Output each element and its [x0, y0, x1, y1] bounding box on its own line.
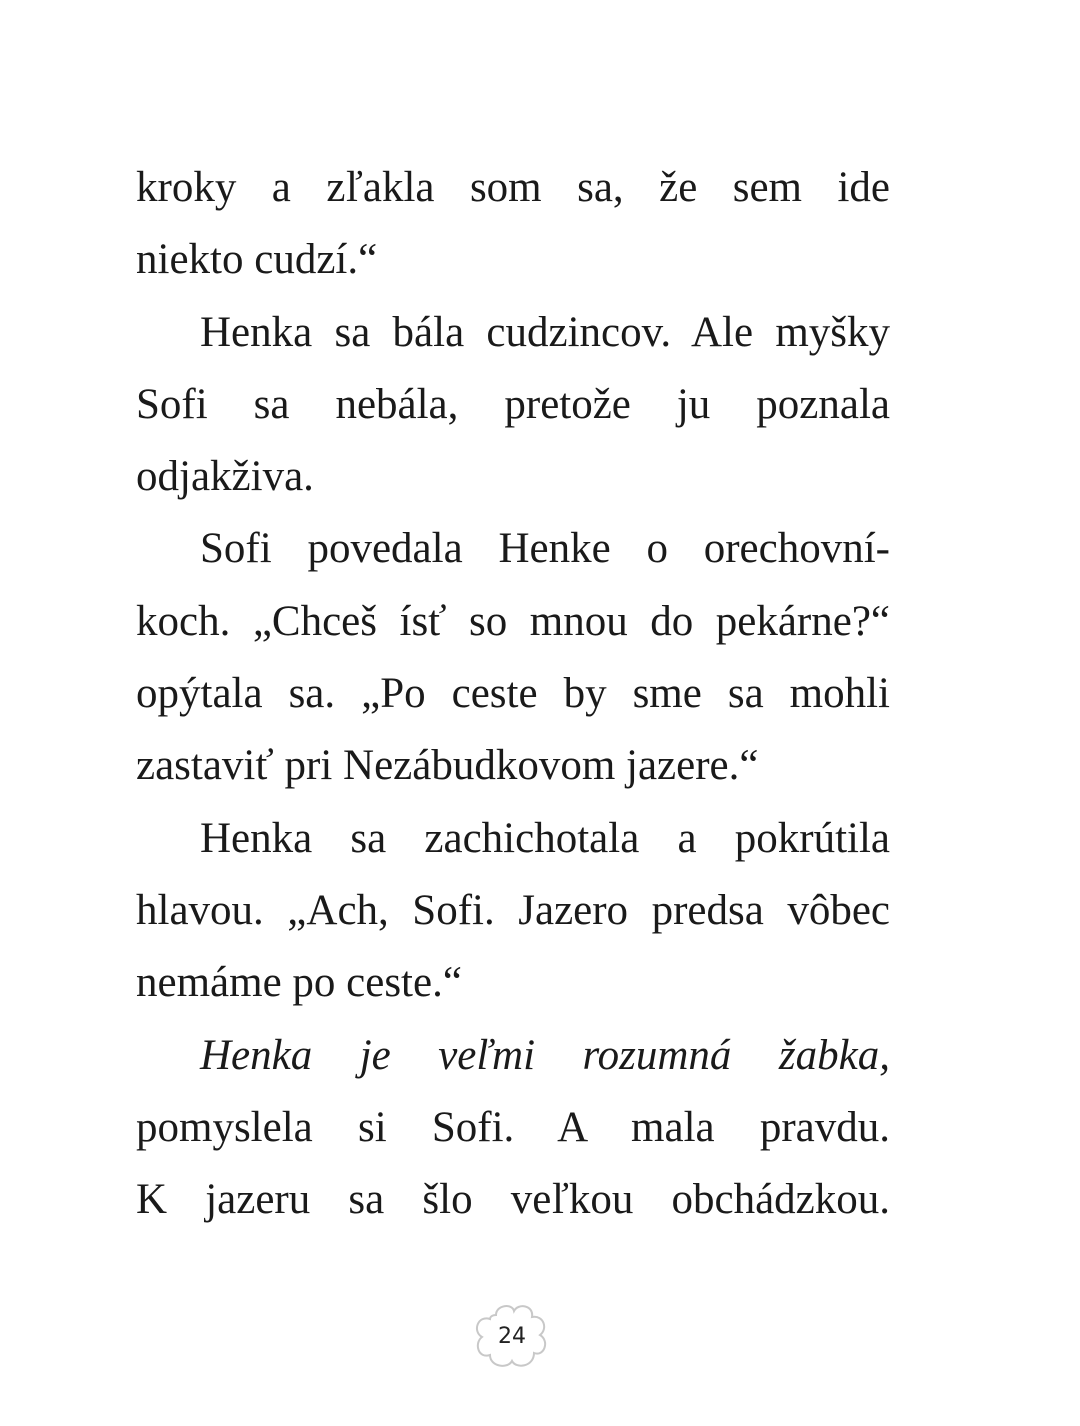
text-line-14: pomyslela si Sofi. A mala pravdu. [136, 1103, 890, 1151]
page-number: 24 [498, 1324, 526, 1349]
text-line-9: zastaviť pri Nezábudkovom jazere.“ [136, 742, 759, 790]
text-line-13-italic: Henka je veľmi rozumná žabka, [200, 1031, 890, 1079]
story-text [136, 152, 890, 1236]
text-line-11: hlavou. „Ach, Sofi. Jazero predsa vôbec [136, 886, 890, 934]
text-line-6: Sofi povedala Henke o orechovní- [200, 525, 890, 573]
text-line-2: niekto cudzí.“ [136, 236, 378, 284]
text-line-7: koch. „Chceš ísť so mnou do pekárne?“ [136, 597, 890, 645]
page-number-badge [466, 1301, 558, 1373]
text-line-12: nemáme po ceste.“ [136, 959, 462, 1007]
text-line-4: Sofi sa nebála, pretože ju poznala [136, 380, 890, 428]
text-line-15: K jazeru sa šlo veľkou obchádzkou. [136, 1176, 890, 1224]
text-line-1: kroky a zľakla som sa, že sem ide [136, 164, 890, 211]
text-line-5: odjakživa. [136, 453, 314, 501]
text-line-10: Henka sa zachichotala a pokrútila [200, 814, 890, 862]
text-line-8: opýtala sa. „Po ceste by sme sa mohli [136, 670, 890, 718]
text-line-3: Henka sa bála cudzincov. Ale myšky [200, 308, 890, 356]
